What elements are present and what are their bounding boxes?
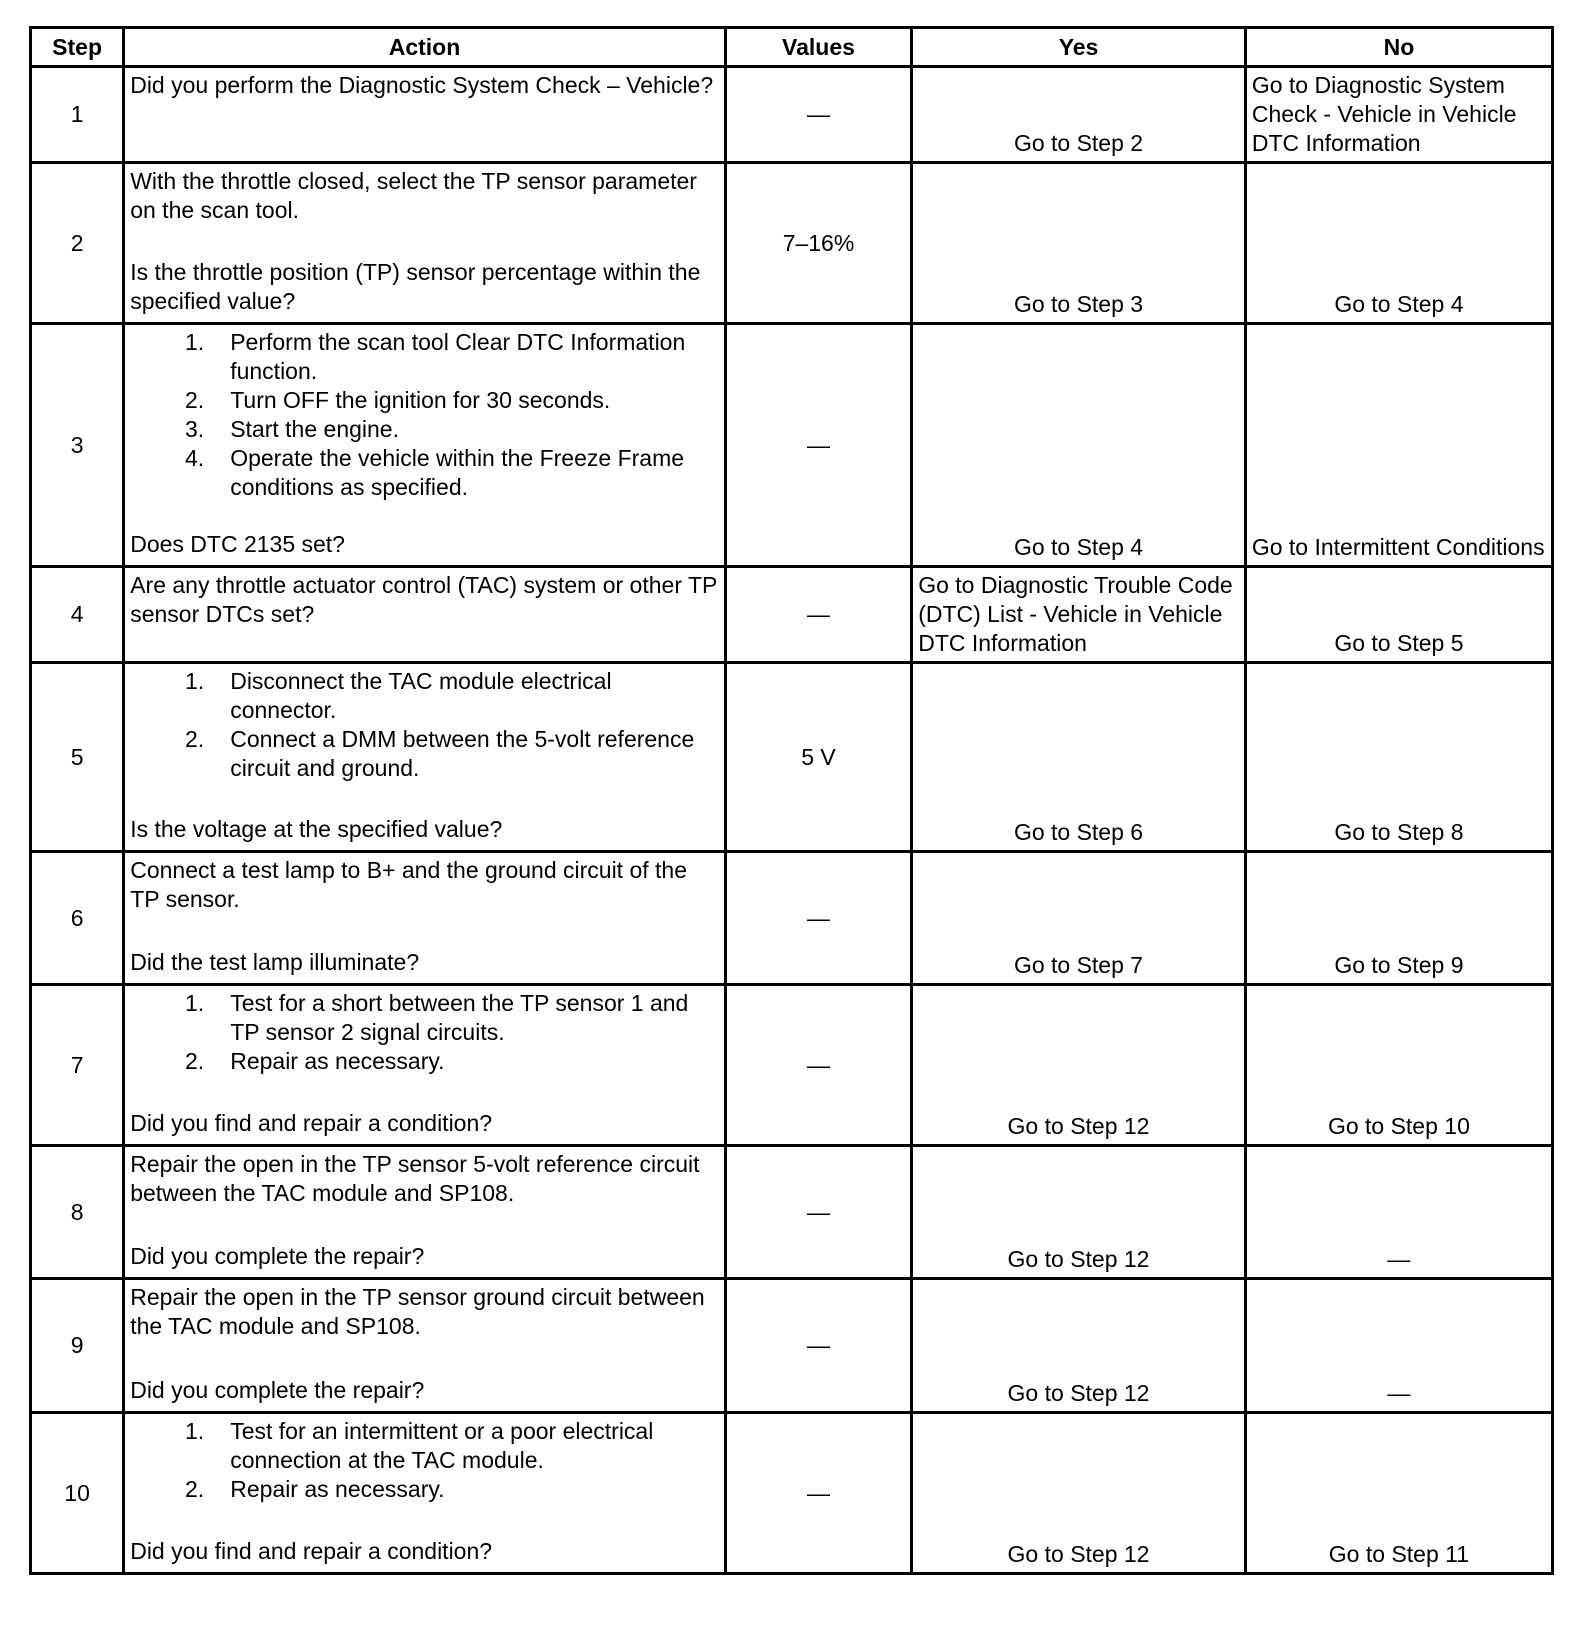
action-question: Does DTC 2135 set?: [130, 531, 345, 557]
action-cell: [124, 1413, 726, 1574]
step-number: 10: [31, 1413, 124, 1574]
action-step-number: 3.: [185, 416, 205, 442]
no-cell: Go to Step 11: [1245, 1413, 1552, 1574]
action-content: [130, 856, 719, 977]
step-number: 2: [31, 163, 124, 324]
action-text: Are any throttle actuator control (TAC) system or other TP sensor DTCs set?: [130, 572, 717, 627]
values-cell: —: [725, 324, 911, 567]
action-step-text: Repair as necessary.: [230, 1048, 445, 1074]
values-cell: —: [725, 985, 911, 1146]
table-row: [31, 567, 1553, 663]
action-cell: [124, 985, 726, 1146]
action-content: [130, 1283, 719, 1405]
action-step-item: [130, 1417, 719, 1475]
header-no: No: [1245, 28, 1552, 67]
action-text: Did you perform the Diagnostic System Check – Vehicle?: [130, 72, 714, 98]
action-step-item: [130, 725, 719, 783]
action-body: [130, 167, 719, 225]
action-text: With the throttle closed, select the TP sensor parameter on the scan tool.: [130, 168, 697, 223]
action-step-text: Disconnect the TAC module electrical connector.: [230, 668, 612, 723]
no-cell: —: [1245, 1279, 1552, 1413]
yes-cell: Go to Step 12: [912, 1146, 1246, 1279]
action-body: [130, 989, 719, 1076]
action-cell: [124, 663, 726, 852]
action-cell: [124, 852, 726, 985]
step-number: 7: [31, 985, 124, 1146]
action-text: Repair the open in the TP sensor ground circuit between the TAC module and SP108.: [130, 1284, 705, 1339]
values-cell: —: [725, 1413, 911, 1574]
header-values: Values: [725, 28, 911, 67]
action-question: Did the test lamp illuminate?: [130, 949, 420, 975]
action-question: Did you find and repair a condition?: [130, 1538, 493, 1564]
step-number: 9: [31, 1279, 124, 1413]
action-step-number: 2.: [185, 387, 205, 413]
action-question: Did you find and repair a condition?: [130, 1110, 493, 1136]
no-cell: Go to Intermittent Conditions: [1245, 324, 1552, 567]
no-cell: —: [1245, 1146, 1552, 1279]
action-text: Repair the open in the TP sensor 5-volt reference circuit between the TAC module and SP108.: [130, 1151, 700, 1206]
action-step-text: Start the engine.: [230, 416, 399, 442]
step-number: 8: [31, 1146, 124, 1279]
yes-cell: Go to Step 12: [912, 1413, 1246, 1574]
action-step-item: [130, 415, 719, 444]
yes-cell: Go to Step 7: [912, 852, 1246, 985]
yes-cell: Go to Step 3: [912, 163, 1246, 324]
action-content: [130, 1417, 719, 1566]
action-body: [130, 71, 719, 100]
yes-cell: Go to Step 4: [912, 324, 1246, 567]
action-question: Is the throttle position (TP) sensor percentage within the specified value?: [130, 259, 701, 314]
action-body: [130, 1283, 719, 1341]
action-step-number: 1.: [185, 1418, 205, 1444]
values-cell: 7–16%: [725, 163, 911, 324]
yes-cell: Go to Step 12: [912, 1279, 1246, 1413]
no-cell: Go to Diagnostic System Check - Vehicle in Vehicle DTC Information: [1245, 67, 1552, 163]
diagnostic-table: [29, 26, 1554, 1575]
action-step-item: [130, 386, 719, 415]
action-cell: [124, 1279, 726, 1413]
table-row: [31, 324, 1553, 567]
action-step-number: 2.: [185, 726, 205, 752]
action-step-number: 2.: [185, 1048, 205, 1074]
table-row: [31, 1413, 1553, 1574]
action-body: [130, 1150, 719, 1208]
action-cell: [124, 163, 726, 324]
action-step-text: Turn OFF the ignition for 30 seconds.: [230, 387, 611, 413]
step-number: 1: [31, 67, 124, 163]
no-cell: Go to Step 10: [1245, 985, 1552, 1146]
values-cell: 5 V: [725, 663, 911, 852]
action-step-text: Perform the scan tool Clear DTC Information function.: [230, 329, 686, 384]
action-cell: [124, 324, 726, 567]
action-cell: [124, 1146, 726, 1279]
action-content: [130, 1150, 719, 1271]
header-step: Step: [31, 28, 124, 67]
action-step-item: [130, 1047, 719, 1076]
action-content: [130, 989, 719, 1138]
action-step-item: [130, 989, 719, 1047]
step-number: 6: [31, 852, 124, 985]
action-body: [130, 856, 719, 914]
action-content: [130, 571, 719, 655]
action-step-text: Test for a short between the TP sensor 1 and TP sensor 2 signal circuits.: [230, 990, 689, 1045]
action-step-item: [130, 444, 719, 502]
action-content: [130, 328, 719, 559]
header-row: [31, 28, 1553, 67]
no-cell: Go to Step 9: [1245, 852, 1552, 985]
no-cell: Go to Step 8: [1245, 663, 1552, 852]
values-cell: —: [725, 852, 911, 985]
values-cell: —: [725, 1279, 911, 1413]
action-question: Did you complete the repair?: [130, 1377, 425, 1403]
action-step-number: 4.: [185, 445, 205, 471]
header-yes: Yes: [912, 28, 1246, 67]
action-steps-list: [130, 1417, 719, 1504]
step-number: 4: [31, 567, 124, 663]
table-row: [31, 1279, 1553, 1413]
action-question: Is the voltage at the specified value?: [130, 816, 503, 842]
action-step-number: 2.: [185, 1476, 205, 1502]
table-row: [31, 1146, 1553, 1279]
action-step-item: [130, 667, 719, 725]
table-body: [31, 67, 1553, 1574]
values-cell: —: [725, 67, 911, 163]
action-step-text: Test for an intermittent or a poor electrical connection at the TAC module.: [230, 1418, 654, 1473]
step-number: 3: [31, 324, 124, 567]
action-body: [130, 571, 719, 629]
action-content: [130, 71, 719, 155]
action-question: Did you complete the repair?: [130, 1243, 425, 1269]
values-cell: —: [725, 567, 911, 663]
action-cell: [124, 567, 726, 663]
no-cell: Go to Step 5: [1245, 567, 1552, 663]
action-step-number: 1.: [185, 668, 205, 694]
action-step-text: Connect a DMM between the 5-volt reference circuit and ground.: [230, 726, 695, 781]
yes-cell: Go to Step 2: [912, 67, 1246, 163]
yes-cell: Go to Step 12: [912, 985, 1246, 1146]
action-step-text: Operate the vehicle within the Freeze Frame conditions as specified.: [230, 445, 685, 500]
action-step-item: [130, 328, 719, 386]
values-cell: —: [725, 1146, 911, 1279]
action-steps-list: [130, 328, 719, 502]
header-action: Action: [124, 28, 726, 67]
table-row: [31, 663, 1553, 852]
table-row: [31, 67, 1553, 163]
action-step-number: 1.: [185, 990, 205, 1016]
action-steps-list: [130, 667, 719, 783]
action-content: [130, 667, 719, 844]
action-body: [130, 1417, 719, 1504]
action-body: [130, 667, 719, 783]
yes-cell: Go to Diagnostic Trouble Code (DTC) List - Vehicle in Vehicle DTC Information: [912, 567, 1246, 663]
action-body: [130, 328, 719, 502]
action-steps-list: [130, 989, 719, 1076]
action-step-item: [130, 1475, 719, 1504]
table-row: [31, 985, 1553, 1146]
yes-cell: Go to Step 6: [912, 663, 1246, 852]
table-row: [31, 852, 1553, 985]
table-row: [31, 163, 1553, 324]
action-step-number: 1.: [185, 329, 205, 355]
step-number: 5: [31, 663, 124, 852]
action-content: [130, 167, 719, 316]
action-step-text: Repair as necessary.: [230, 1476, 445, 1502]
action-text: Connect a test lamp to B+ and the ground circuit of the TP sensor.: [130, 857, 688, 912]
action-cell: [124, 67, 726, 163]
no-cell: Go to Step 4: [1245, 163, 1552, 324]
